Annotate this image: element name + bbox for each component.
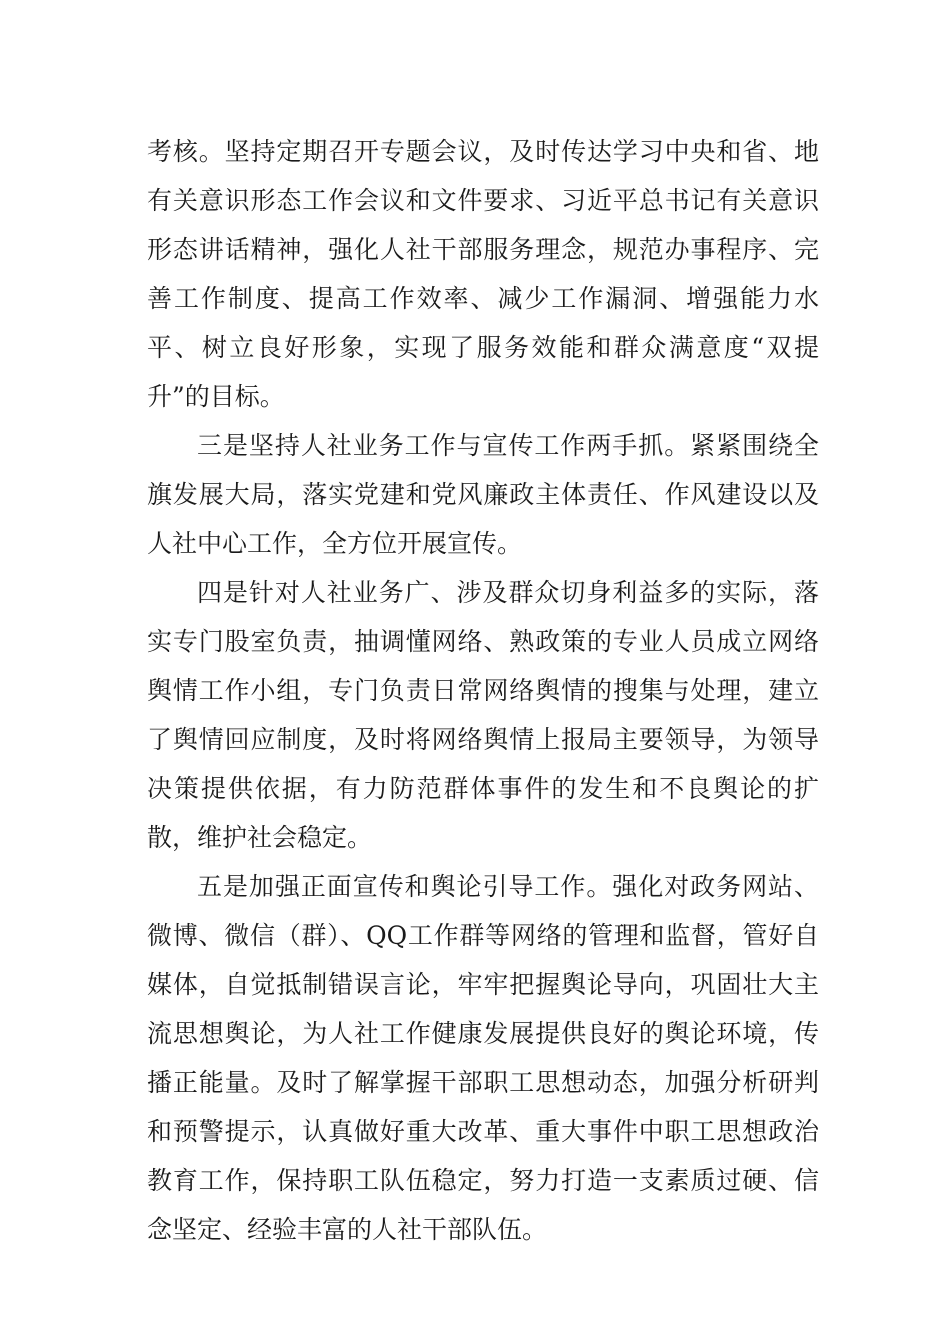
paragraph-point-four: 四是针对人社业务广、涉及群众切身利益多的实际，落实专门股室负责，抽调懂网络、熟政策的专业人员成立网络舆情工作小组，专门负责日常网络舆情的搜集与处理，建立了舆情回应制度，及时将网络舆情上报局主要领导，为领导决策提供依据，有力防范群体事件的发生和不良舆论的扩散，维护社会稳定。: [147, 578, 819, 852]
paragraph-point-three: 三是坚持人社业务工作与宣传工作两手抓。紧紧围绕全旗发展大局，落实党建和党风廉政主体责任、作风建设以及人社中心工作，全方位开展宣传。: [147, 431, 819, 558]
paragraph-point-five: 五是加强正面宣传和舆论引导工作。强化对政务网站、微博、微信（群）、QQ工作群等网络的管理和监督，管好自媒体，自觉抵制错误言论，牢牢把握舆论导向，巩固壮大主流思想舆论，为人社工作健康发展提供良好的舆论环境，传播正能量。及时了解掌握干部职工思想动态，加强分析研判和预警提示，认真做好重大改革、重大事件中职工思想政治教育工作，保持职工队伍稳定，努力打造一支素质过硬、信念坚定、经验丰富的人社干部队伍。: [147, 872, 819, 1244]
paragraph-continuation: 考核。坚持定期召开专题会议，及时传达学习中央和省、地有关意识形态工作会议和文件要求、习近平总书记有关意识形态讲话精神，强化人社干部服务理念，规范办事程序、完善工作制度、提高工作效率、减少工作漏洞、增强能力水平、树立良好形象，实现了服务效能和群众满意度“双提升”的目标。: [147, 137, 819, 411]
document-body: [147, 127, 819, 1254]
